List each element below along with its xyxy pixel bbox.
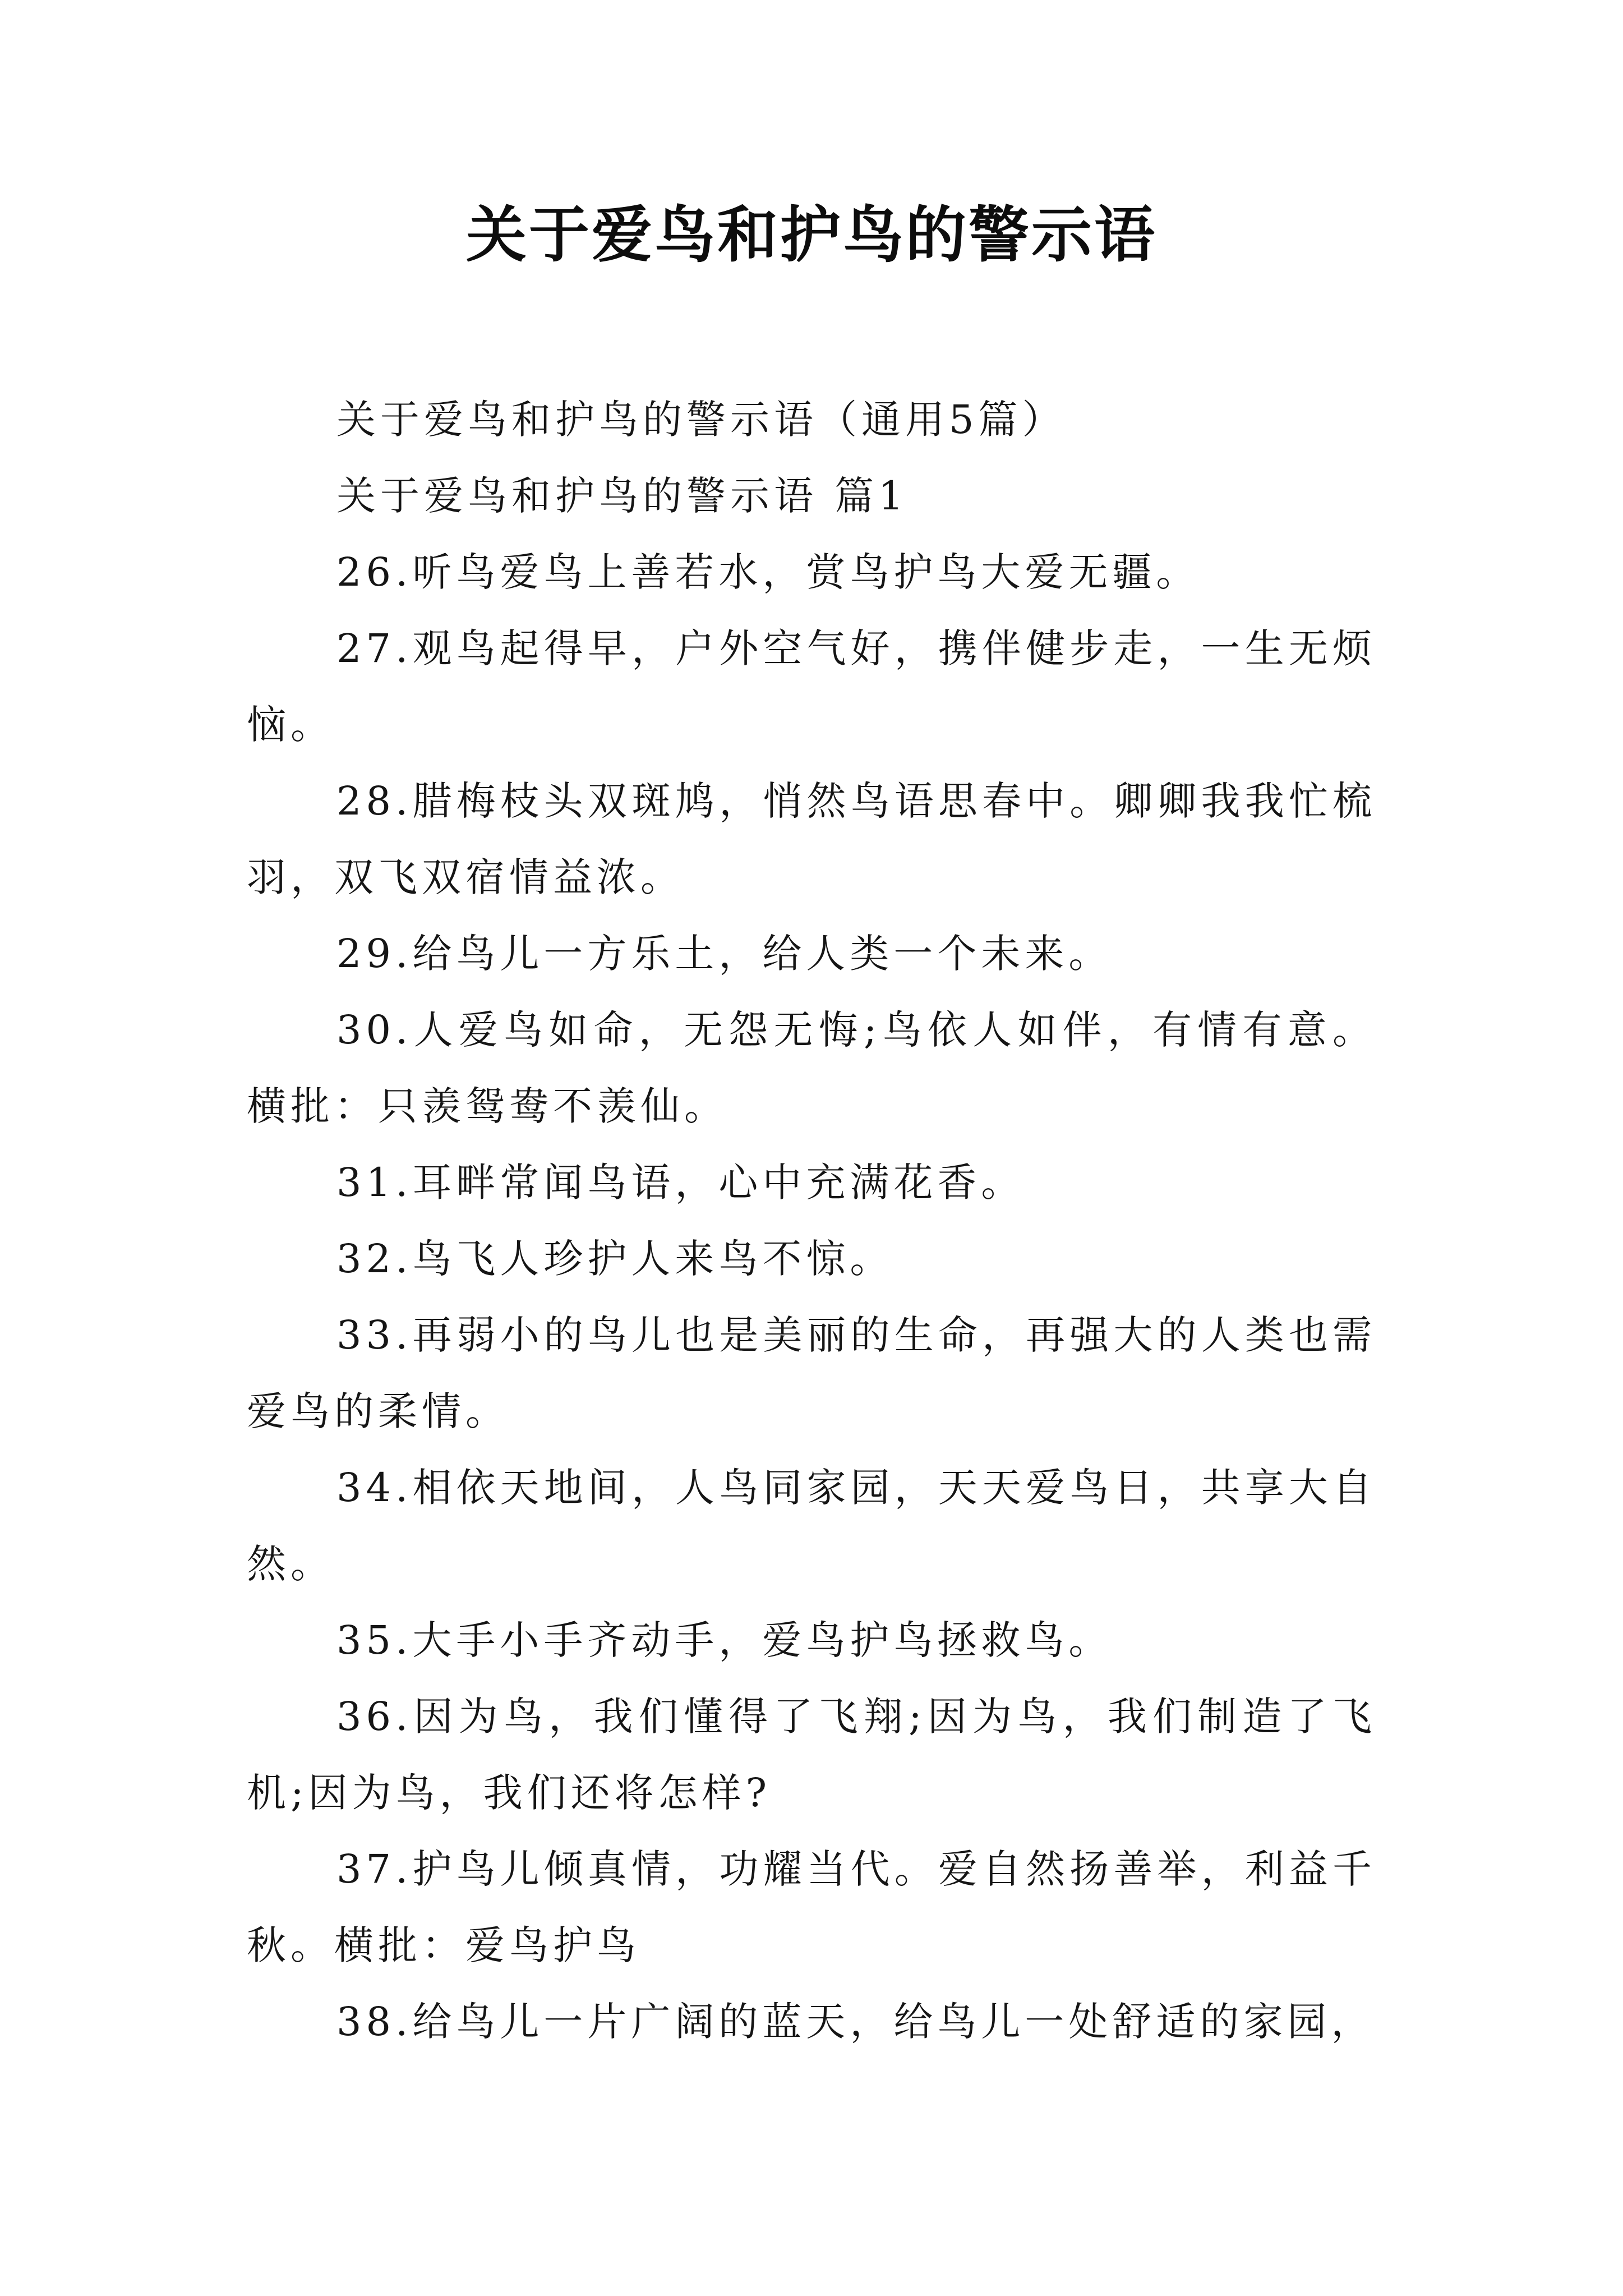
paragraph: 34.相依天地间，人鸟同家园，天天爱鸟日，共享大自然。 bbox=[247, 1465, 1376, 1587]
paragraph: 30.人爱鸟如命，无怨无悔;鸟依人如伴，有情有意。横批：只羡鸳鸯不羡仙。 bbox=[247, 1007, 1376, 1129]
paragraph: 38.给鸟儿一片广阔的蓝天，给鸟儿一处舒适的家园， bbox=[336, 1999, 1375, 2045]
paragraph: 32.鸟飞人珍护人来鸟不惊。 bbox=[336, 1236, 894, 1282]
paragraph: 关于爱鸟和护鸟的警示语 篇1 bbox=[336, 473, 908, 519]
paragraph: 27.观鸟起得早，户外空气好，携伴健步走，一生无烦恼。 bbox=[247, 625, 1376, 748]
paragraph: 35.大手小手齐动手，爱鸟护鸟拯救鸟。 bbox=[336, 1617, 1113, 1663]
document-body bbox=[247, 381, 1376, 2060]
paragraph: 31.耳畔常闻鸟语，心中充满花香。 bbox=[336, 1159, 1025, 1205]
paragraph: 29.给鸟儿一方乐土，给人类一个未来。 bbox=[336, 931, 1113, 977]
paragraph: 26.听鸟爱鸟上善若水，赏鸟护鸟大爱无疆。 bbox=[336, 549, 1200, 595]
paragraph: 36.因为鸟，我们懂得了飞翔;因为鸟，我们制造了飞机;因为鸟，我们还将怎样? bbox=[247, 1694, 1376, 1816]
paragraph: 28.腊梅枝头双斑鸠，悄然鸟语思春中。卿卿我我忙梳羽，双飞双宿情益浓。 bbox=[247, 778, 1376, 900]
paragraph: 33.再弱小的鸟儿也是美丽的生命，再强大的人类也需爱鸟的柔情。 bbox=[247, 1312, 1376, 1434]
paragraph: 37.护鸟儿倾真情，功耀当代。爱自然扬善举，利益千秋。横批：爱鸟护鸟 bbox=[247, 1846, 1376, 1968]
paragraph: 关于爱鸟和护鸟的警示语（通用5篇） bbox=[336, 397, 1066, 443]
document-title: 关于爱鸟和护鸟的警示语 bbox=[465, 200, 1157, 270]
